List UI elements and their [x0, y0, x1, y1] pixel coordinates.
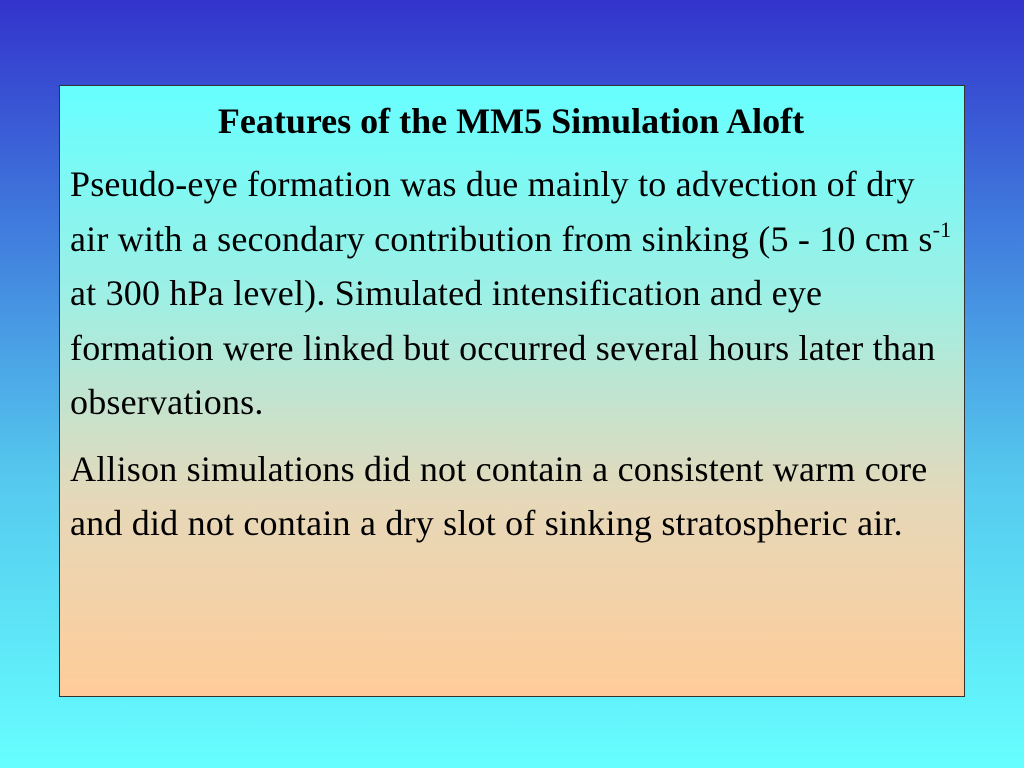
paragraph-pseudo-eye: [70, 157, 952, 430]
paragraph-1-text-after: at 300 hPa level). Simulated intensification and eye formation were linked but occurred several hours later than observations.: [70, 273, 936, 422]
superscript-exponent: -1: [932, 216, 952, 242]
content-box: [59, 85, 965, 697]
slide-title: Features of the MM5 Simulation Aloft: [217, 101, 805, 141]
paragraph-1-text-before: Pseudo-eye formation was due mainly to advection of dry air with a secondary contribution from sinking (5 - 10 cm s: [70, 164, 933, 259]
paragraph-allison: Allison simulations did not contain a consistent warm core and did not contain a dry slot of sinking stratospheric air.: [70, 448, 928, 543]
